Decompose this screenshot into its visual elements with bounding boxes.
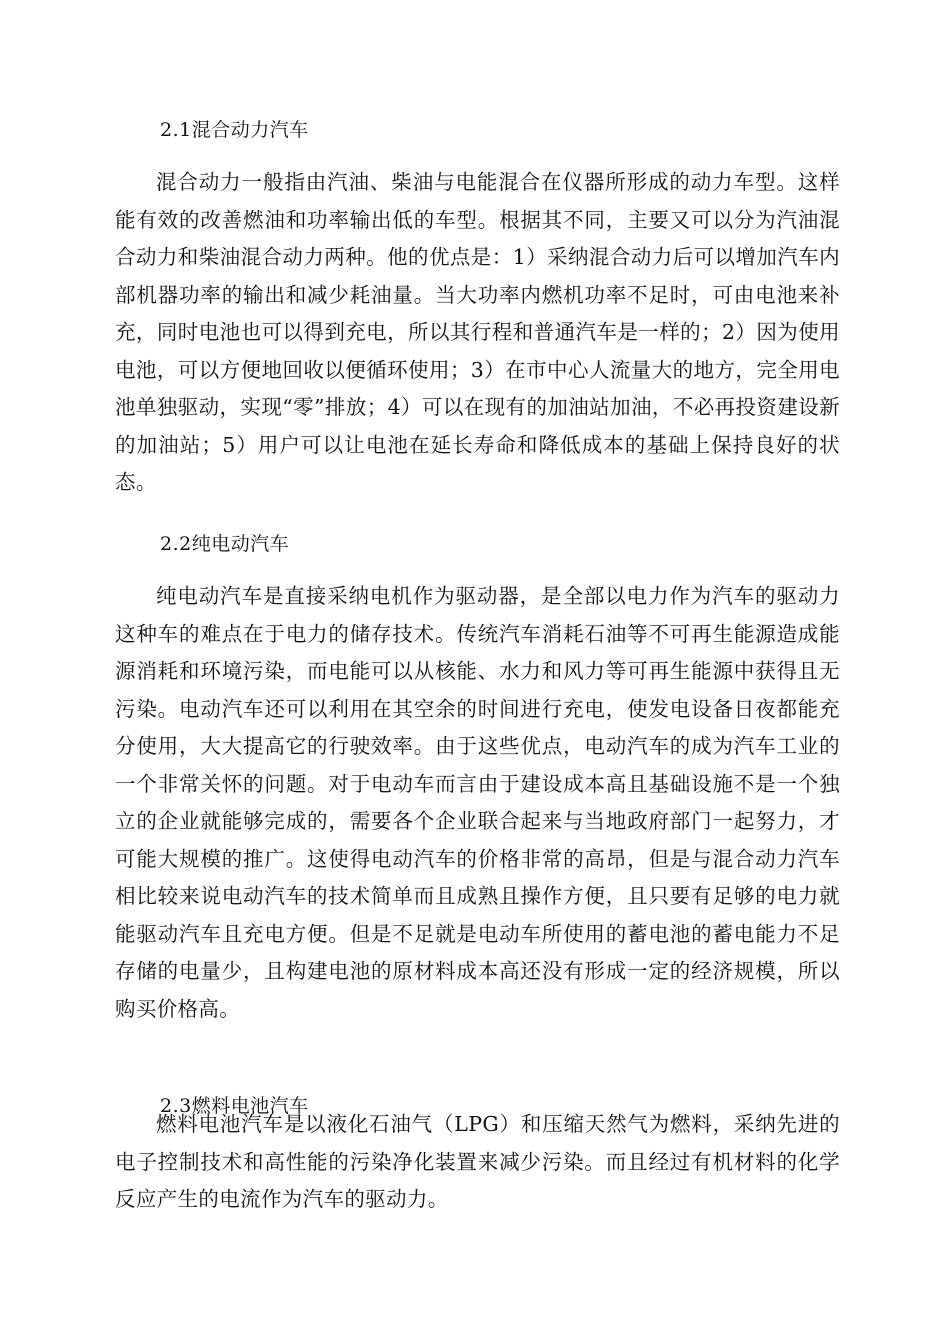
section-heading-electric: 2.2纯电动汽车 bbox=[160, 533, 290, 555]
section-body-electric: 纯电动汽车是直接采纳电机作为驱动器，是全部以电力作为汽车的驱动力这种车的难点在于电力的储存技术。传统汽车消耗石油等不可再生能源造成能源消耗和环境污染，而电能可以从核能、水力和风力等可再生能源中获得且无污染。电动汽车还可以利用在其空余的时间进行充电，使发电设备日夜都能充分使用，大大提高它的行驶效率。由于这些优点，电动汽车的成为汽车工业的一个非常关怀的问题。对于电动车而言由于建设成本高且基础设施不是一个独立的企业就能够完成的，需要各个企业联合起来与当地政府部门一起努力，才可能大规模的推广。这使得电动汽车的价格非常的高昂，但是与混合动力汽车相比较来说电动汽车的技术简单而且成熟且操作方便，且只要有足够的电力就能驱动汽车且充电方便。但是不足就是电动车所使用的蓄电池的蓄电能力不足存储的电量少，且构建电池的原材料成本高还没有形成一定的经济规模，所以购买价格高。 bbox=[115, 584, 840, 1021]
section-body-fuel-cell: 燃料电池汽车是以液化石油气（LPG）和压缩天然气为燃料，采纳先进的电子控制技术和高性能的污染净化装置来减少污染。而且经过有机材料的化学反应产生的电流作为汽车的驱动力。 bbox=[115, 1112, 840, 1211]
section-heading-hybrid: 2.1混合动力汽车 bbox=[160, 119, 309, 141]
section-heading-fuel-cell: 2.3燃料电池汽车 bbox=[160, 1095, 309, 1117]
section-body-hybrid: 混合动力一般指由汽油、柴油与电能混合在仪器所形成的动力车型。这样能有效的改善燃油和功率输出低的车型。根据其不同，主要又可以分为汽油混合动力和柴油混合动力两种。他的优点是：1）采纳混合动力后可以增加汽车内部机器功率的输出和减少耗油量。当大功率内燃机功率不足时，可由电池来补充，同时电池也可以得到充电，所以其行程和普通汽车是一样的；2）因为使用电池，可以方便地回收以便循环使用；3）在市中心人流量大的地方，完全用电池单独驱动，实现“零”排放；4）可以在现有的加油站加油，不必再投资建设新的加油站；5）用户可以让电池在延长寿命和降低成本的基础上保持良好的状态。 bbox=[115, 170, 840, 494]
